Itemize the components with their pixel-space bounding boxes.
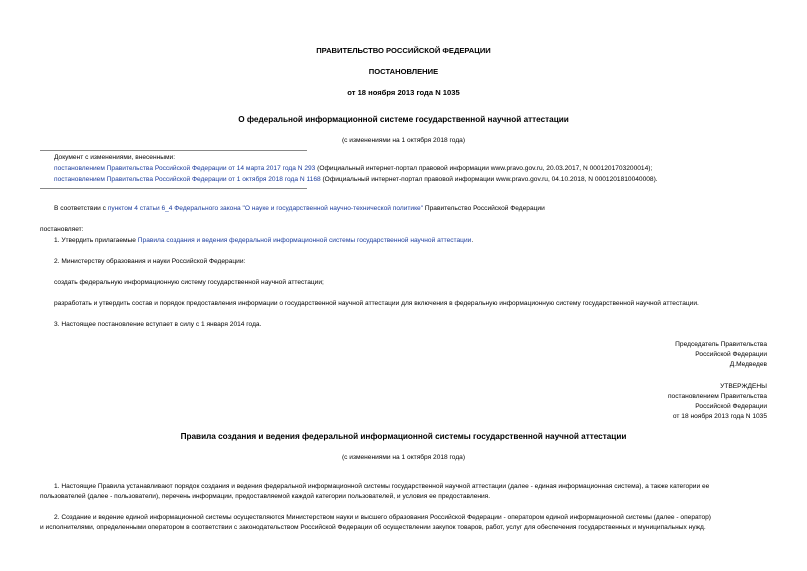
revision-note: (с изменениями на 1 октября 2018 года) xyxy=(341,137,466,144)
signature-position: Председатель Правительства xyxy=(675,341,767,348)
amendments-intro: Документ с изменениями, внесенными: xyxy=(54,154,176,161)
paragraph-2b: разработать и утвердить состав и порядок предоставления информации о государственной научной аттестации для включения в федеральную информационную систему государственной научной аттестации. xyxy=(54,300,699,307)
amendment-item xyxy=(54,176,658,184)
amendment-item xyxy=(54,165,652,173)
document-title: О федеральной информационной системе государственной научной аттестации xyxy=(238,115,569,124)
rules-link[interactable]: Правила создания и ведения федеральной информационной системы государственной научной аттестации xyxy=(137,237,472,244)
amendment-source: (Официальный интернет-портал правовой информации www.pravo.gov.ru, 04.10.2018, N 0001201810040008). xyxy=(320,176,658,183)
paragraph-3: 3. Настоящее постановление вступает в силу с 1 января 2014 года. xyxy=(54,321,262,328)
signature-name: Д.Медведев xyxy=(729,361,767,368)
amendment-link-2018[interactable]: постановлением Правительства Российской Федерации от 1 октября 2018 года N 1168 xyxy=(54,176,321,183)
government-heading: ПРАВИТЕЛЬСТВО РОССИЙСКОЙ ФЕДЕРАЦИИ xyxy=(316,46,491,55)
rules-revision-note: (с изменениями на 1 октября 2018 года) xyxy=(341,454,466,461)
paragraph-text: . xyxy=(471,237,474,244)
rules-paragraph-2-line2: и исполнителями, определенными оператором в соответствии с законодательством Российской Федерации об осуществлении закупок товаров, работ, услуг для обеспечения государственных и муниципальных нужд. xyxy=(40,524,706,531)
paragraph-text: 1. Утвердить прилагаемые xyxy=(54,237,138,244)
amendments-top-rule xyxy=(40,150,307,151)
approved-country: Российской Федерации xyxy=(695,403,767,410)
paragraph-2: 2. Министерству образования и науки Российской Федерации: xyxy=(54,258,246,265)
date-number-heading: от 18 ноября 2013 года N 1035 xyxy=(347,88,460,97)
approved-by: постановлением Правительства xyxy=(667,393,767,400)
preamble xyxy=(54,205,545,213)
amendment-link-2017[interactable]: постановлением Правительства Российской Федерации от 14 марта 2017 года N 293 xyxy=(54,165,316,172)
amendment-source: (Официальный интернет-портал правовой информации www.pravo.gov.ru, 20.03.2017, N 0001201703200014); xyxy=(315,165,653,172)
rules-title: Правила создания и ведения федеральной информационной системы государственной научной аттестации xyxy=(180,432,627,441)
approved-date: от 18 ноября 2013 года N 1035 xyxy=(672,413,767,420)
doc-type-heading: ПОСТАНОВЛЕНИЕ xyxy=(368,67,439,76)
resolves-line: постановляет: xyxy=(40,226,84,233)
paragraph-1 xyxy=(54,237,473,245)
rules-paragraph-1-line1: 1. Настоящие Правила устанавливают порядок создания и ведения федеральной информационной системы государственной научной аттестации (далее - единая информационная система), а также категории ее xyxy=(54,483,710,490)
rules-paragraph-1-line2: пользователей (далее - пользователи), перечень информации, предоставляемой каждой категории пользователей, и условия ее предоставления. xyxy=(40,493,491,500)
rules-paragraph-2-line1: 2. Создание и ведение единой информационной системы осуществляются Министерством науки и высшего образования Российской Федерации - оператором единой информационной системы (далее - оператор) xyxy=(54,514,711,521)
paragraph-2a: создать федеральную информационную систему государственной научной аттестации; xyxy=(54,279,324,286)
federal-law-link[interactable]: пунктом 4 статьи 6_4 Федерального закона "О науке и государственной научно-технической политике" xyxy=(107,205,424,212)
signature-country: Российской Федерации xyxy=(695,351,767,358)
preamble-text: В соответствии с xyxy=(54,205,108,212)
preamble-text: Правительство Российской Федерации xyxy=(423,205,545,212)
amendments-bottom-rule xyxy=(40,188,307,189)
approved-heading: УТВЕРЖДЕНЫ xyxy=(720,383,767,390)
